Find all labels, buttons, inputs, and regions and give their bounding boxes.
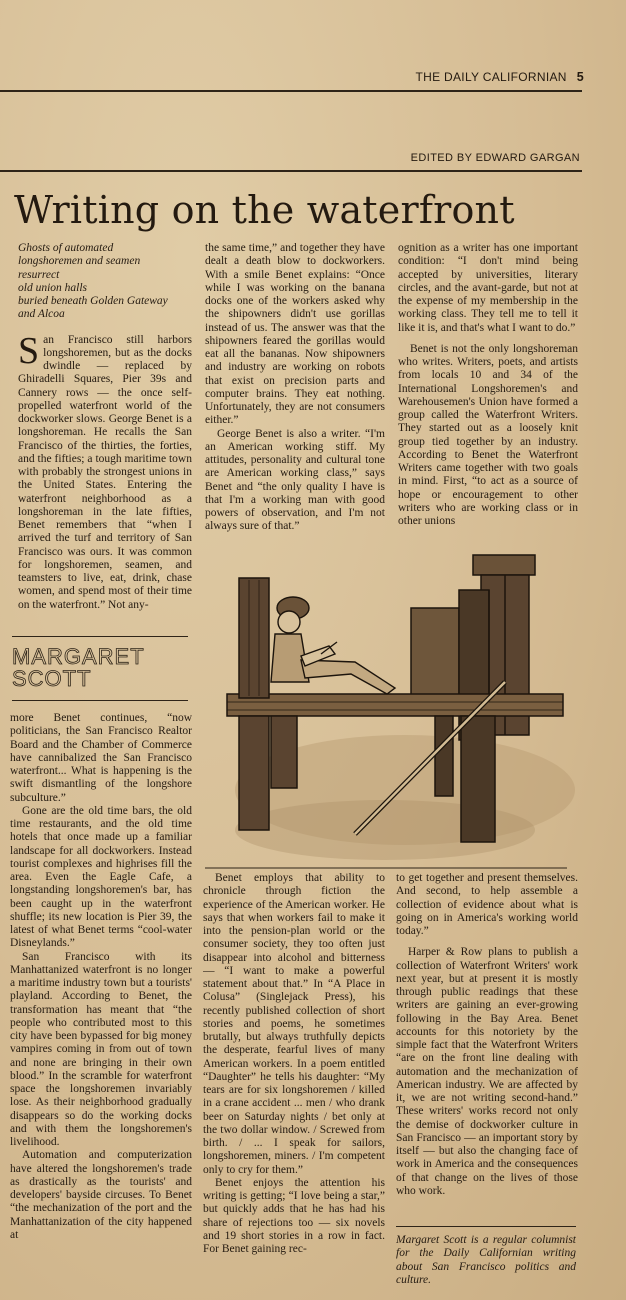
paragraph: Benet is not the only longshoreman who writes. Writers, poets, and artists from locals 10 and 34 of the International Longshoremen's and Warehousemen's Union have formed a group called the Waterfront Writers. They started out as a loosely knit group tied together by an industry. According to Benet the Waterfront Writers came together with two goals in mind. First, “to act as a source of hope or encouragement to other writers who are working class or in other unions	[398, 342, 578, 527]
bio-rule	[396, 1226, 576, 1227]
seated-writer	[271, 597, 395, 694]
deck	[18, 242, 192, 322]
pier-deck	[227, 694, 563, 716]
column-1-top	[18, 242, 192, 628]
deck-line: old union halls	[18, 281, 88, 294]
illustration-pier-writer	[205, 550, 577, 870]
column-2-top	[205, 242, 385, 560]
section-rule	[0, 170, 582, 172]
paragraph: Benet employs that ability to chronicle through fiction the experience of the American worker. He says that when workers fail to make it into the pension-plan world or the consumer society, they too often just disappear into alcohol and bitterness — “I want to make a powerful statement about that.” In “A Place in Colusa” (Singlejack Press), his recently published collection of short stories and poems, he sometimes brutally, but always truthfully depicts the desperate, fearful lives of many American workers. In a poem entitled “Daughter” he tells his daughter: “My tears are for six longshoremen / killed in a crane accident ... men / who drank beer on Saturday nights / bet only at the two dollar window. / Screwed from birth. / ... I speak for sailors, longshoremen, miners. / I'm competent only to cry for them.”	[203, 872, 385, 1176]
page-number: 5	[576, 70, 584, 84]
author-bio: Margaret Scott is a regular columnist for the Daily Californian writing about San Francisco politics and culture.	[396, 1234, 576, 1286]
paragraph: Gone are the old time bars, the old time restaurants, and the old time hotels that once made up a familiar landscape for all dockworkers. Instead tourist complexes and highrises fill the area. Even the Eagle Cafe, a longstanding longshoremen's bar, has been caught up in the waterfront shuffle; its new location is Pier 39, the latest of what Benet terms “cool-water Disneylands.”	[10, 804, 192, 950]
byline-last: SCOTT	[12, 666, 92, 691]
byline-rule-bottom	[12, 700, 188, 701]
masthead-rule	[0, 90, 582, 92]
deck-line: and Alcoa	[18, 308, 65, 321]
column-1-bottom	[10, 712, 192, 1287]
paragraph: to get together and present themselves. And second, to help assemble a collection of evidence about what is going on in America's working world today.”	[396, 872, 578, 937]
masthead	[416, 70, 585, 84]
column-3-bottom	[396, 872, 578, 1216]
paragraph: Benet enjoys the attention his writing is getting; “I love being a star,” but quickly adds that he has had his share of rejections too — six novels and 19 short stories in a row in fact. For Benet gaining rec-	[203, 1176, 385, 1255]
deck-line: buried beneath Golden Gateway	[18, 295, 168, 307]
paragraph: Automation and computerization have altered the longshoremen's trade as drastically as the tourists' and developers' bayside circuses. To Benet “the mechanization of the port and the Manhattanization of the city happened at	[10, 1149, 192, 1241]
deck-line: resurrect	[18, 268, 60, 281]
paragraph: Harper & Row plans to publish a collection of Waterfront Writers' work next year, but at present it is mostly through public readings that these writers are gaining an ever-growing following in the Bay Area. Benet accounts for this notoriety by the simple fact that the Waterfront Writers “are on the front line dealing with automation and the mechanization of American industry. We are affected by it, we are not writing second-hand.” These writers' works record not only the demise of dockworker culture in San Francisco — an important story by itself — but also the changing face of work in America and the consequences of that change on the lives of those who work.	[396, 946, 578, 1197]
byline-rule	[12, 636, 188, 637]
paragraph: the same time,” and together they have dealt a death blow to dockworkers. With a smile Benet explains: “Once while I was working on the banana docks one of the workers asked why the shipowners didn't use gorillas instead of us. The answer was that the shipowners feared the gorillas would eat all the bananas. Now shipowners and industry are working on robots that exist on precision parts and computer brains. They eat nothing. Unfortunately, they are not consumers either.”	[205, 242, 385, 427]
drop-cap: S	[18, 329, 40, 372]
paragraph: George Benet is also a writer. “I'm an American working stiff. My attitudes, personality and cultural tone are American working class,” says Benet and “the only quality I have is that I'm a working man with good powers of observation, and I'm not always sure of that.”	[205, 427, 385, 533]
deck-line: Ghosts of automated	[18, 242, 114, 254]
deck-line: longshoremen and seamen	[18, 255, 141, 268]
byline-first: MARGARET	[12, 644, 145, 669]
paragraph: more Benet continues, “now politicians, the San Francisco Realtor Board and the Chamber of Commerce have cannibalized the San Francisco waterfront... What is happening is the swift dismantling of the longshore subculture.”	[10, 712, 192, 804]
byline	[12, 646, 145, 690]
paragraph: ognition as a writer has one important condition: “I don't mind being accepted by universities, literary circles, and the avant-garde, but not at the expense of my membership in the working class. They tell me to tell it like it is, and that's what I want to do.”	[398, 242, 578, 334]
column-3-top	[398, 242, 578, 560]
headline: Writing on the waterfront	[14, 188, 515, 232]
lead-paragraph	[18, 329, 192, 612]
paragraph: San Francisco with its Manhattanized waterfront is no longer a maritime industry town but a tourists' playland. According to Benet, the transformation has meant that “the people who contributed most to this city have been bypassed for big money vampires coming in from out of town and none are bringing in their own blood.” In the scramble for waterfront space the longshoremen invariably lose. As their neighborhood gradually disappears so do the working docks and with them the longshoremen's livelihood.	[10, 950, 192, 1148]
edited-by: EDITED BY EDWARD GARGAN	[410, 152, 580, 164]
paper-name: THE DAILY CALIFORNIAN	[415, 70, 567, 84]
lead-text: an Francisco still harbors longshoremen, but as the docks dwindle — replaced by Ghiradelli Squares, Pier 39s and Cannery rows — the once self-propelled waterfront world of the dockworker slows. George Benet is a longshoreman. He recalls the San Francisco of the thirties, the forties, and the fifties; a tough maritime town with probably the strongest unions in the United States. Entering the waterfront neighborhood as a longshoreman in the late fifties, Benet remembers that “when I arrived the turf and territory of San Francisco was ours. It was common for longshoremen, seamen, and teamsters to live, eat, drink, chase women, and spend most of their time on the waterfront.” Not any-	[18, 333, 192, 611]
column-2-bottom	[203, 872, 385, 1284]
